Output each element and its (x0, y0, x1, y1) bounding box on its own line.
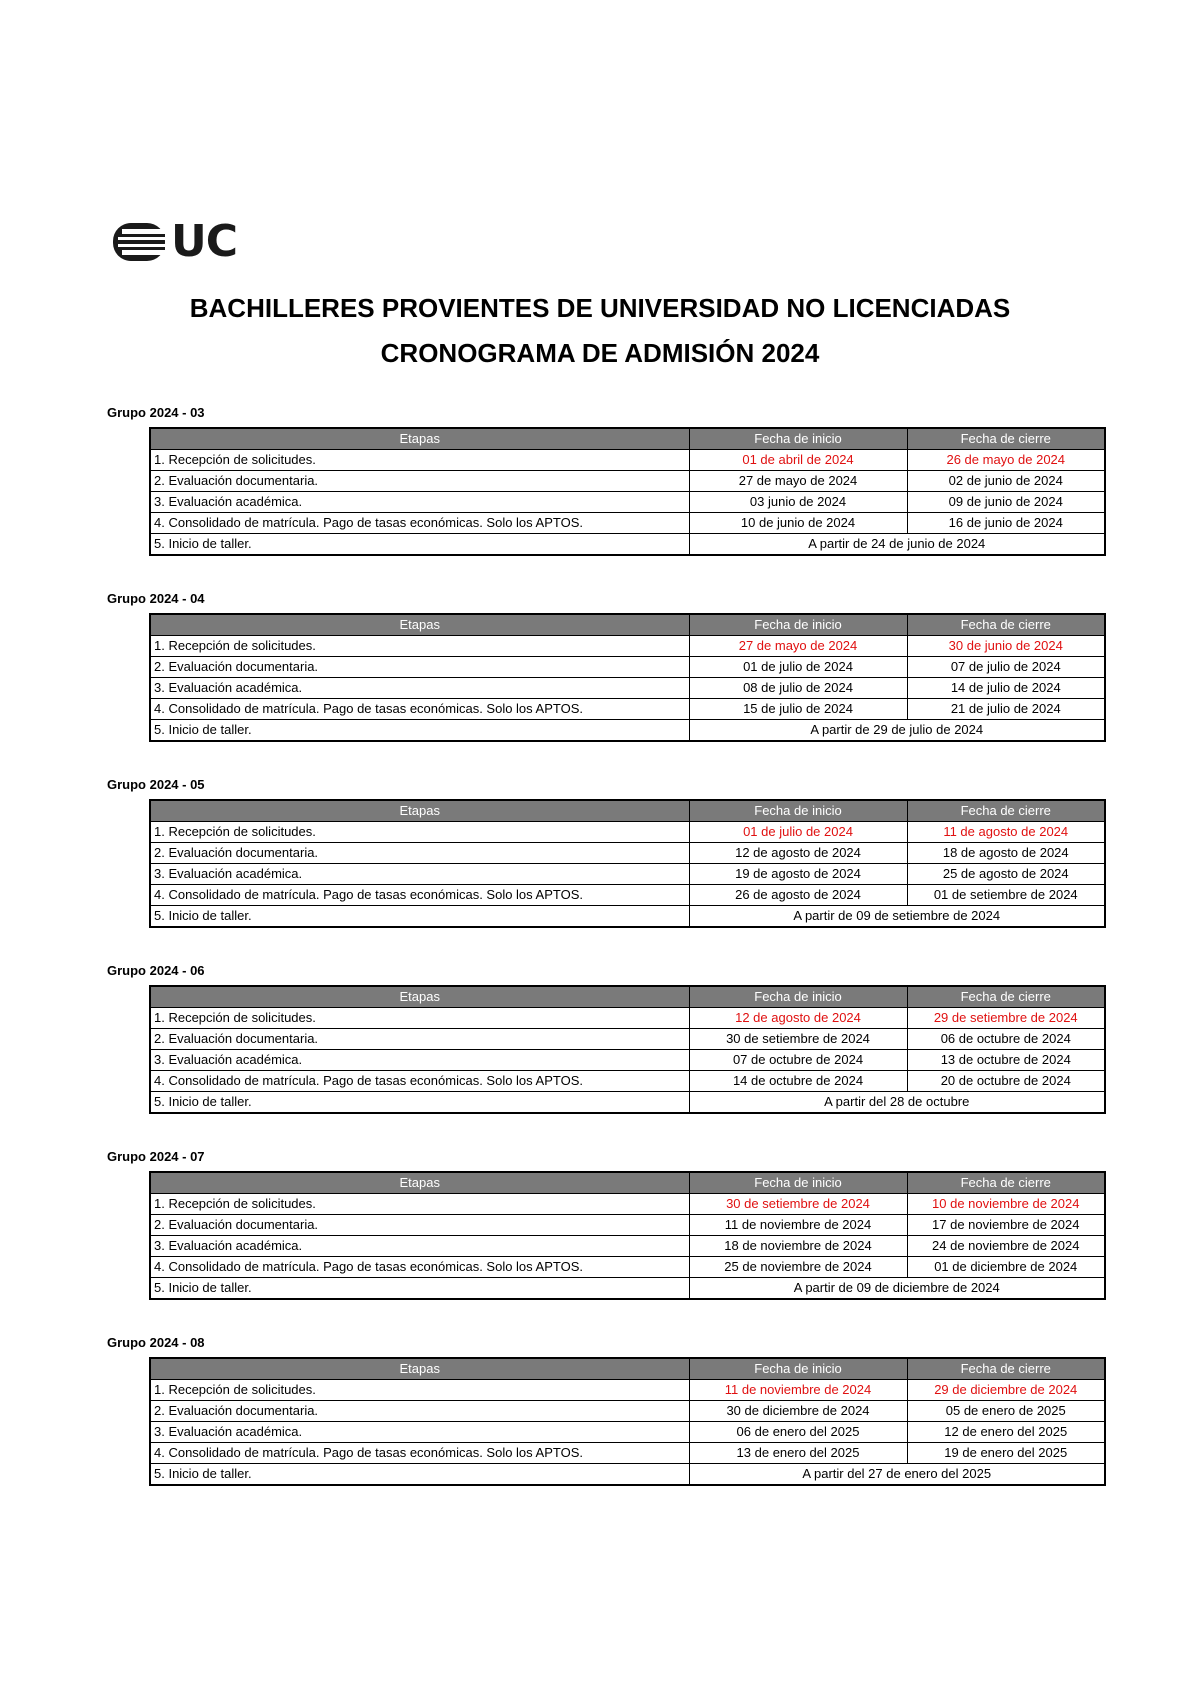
fecha-cierre-cell: 25 de agosto de 2024 (907, 864, 1105, 885)
table-row (150, 885, 1105, 906)
fecha-cierre-cell: 29 de diciembre de 2024 (907, 1380, 1105, 1401)
table-row (150, 1008, 1105, 1029)
table-row (150, 1029, 1105, 1050)
fecha-cierre-cell: 18 de agosto de 2024 (907, 843, 1105, 864)
etapa-cell: 2. Evaluación documentaria. (150, 657, 689, 678)
fecha-inicio-cell: 12 de agosto de 2024 (689, 1008, 907, 1029)
table-row (150, 1236, 1105, 1257)
page-title: BACHILLERES PROVIENTES DE UNIVERSIDAD NO LICENCIADAS (189, 293, 1011, 323)
header-etapas: Etapas (150, 986, 689, 1008)
fecha-inicio-cell: 11 de noviembre de 2024 (689, 1215, 907, 1236)
etapa-cell: 1. Recepción de solicitudes. (150, 1380, 689, 1401)
table-header-row (150, 428, 1105, 450)
etapa-cell: 5. Inicio de taller. (150, 1464, 689, 1486)
inicio-taller-cell: A partir de 09 de setiembre de 2024 (689, 906, 1105, 928)
fecha-inicio-cell: 27 de mayo de 2024 (689, 471, 907, 492)
table-header-row (150, 1358, 1105, 1380)
fecha-inicio-cell: 18 de noviembre de 2024 (689, 1236, 907, 1257)
fecha-inicio-cell: 19 de agosto de 2024 (689, 864, 907, 885)
fecha-inicio-cell: 01 de julio de 2024 (689, 657, 907, 678)
fecha-cierre-cell: 01 de setiembre de 2024 (907, 885, 1105, 906)
uc-stripes-logo-icon (113, 223, 165, 261)
fecha-cierre-cell: 21 de julio de 2024 (907, 699, 1105, 720)
fecha-cierre-cell: 07 de julio de 2024 (907, 657, 1105, 678)
group-section (107, 1148, 1103, 1300)
inicio-taller-cell: A partir de 09 de diciembre de 2024 (689, 1278, 1105, 1300)
inicio-taller-cell: A partir del 27 de enero del 2025 (689, 1464, 1105, 1486)
header-fecha-inicio: Fecha de inicio (689, 986, 907, 1008)
header-fecha-cierre: Fecha de cierre (907, 614, 1105, 636)
fecha-inicio-cell: 03 junio de 2024 (689, 492, 907, 513)
header-fecha-inicio: Fecha de inicio (689, 614, 907, 636)
fecha-cierre-cell: 24 de noviembre de 2024 (907, 1236, 1105, 1257)
etapa-cell: 5. Inicio de taller. (150, 1278, 689, 1300)
etapa-cell: 4. Consolidado de matrícula. Pago de tasas económicas. Solo los APTOS. (150, 885, 689, 906)
table-row (150, 678, 1105, 699)
table-row (150, 1092, 1105, 1114)
table-row (150, 906, 1105, 928)
table-header-row (150, 1172, 1105, 1194)
group-label: Grupo 2024 - 08 (107, 1335, 205, 1350)
group-section (107, 962, 1103, 1114)
inicio-taller-cell: A partir de 24 de junio de 2024 (689, 534, 1105, 556)
fecha-cierre-cell: 19 de enero del 2025 (907, 1443, 1105, 1464)
fecha-cierre-cell: 09 de junio de 2024 (907, 492, 1105, 513)
table-row (150, 1401, 1105, 1422)
schedule-table (149, 985, 1106, 1114)
schedule-table (149, 1357, 1106, 1486)
fecha-cierre-cell: 01 de diciembre de 2024 (907, 1257, 1105, 1278)
etapa-cell: 4. Consolidado de matrícula. Pago de tasas económicas. Solo los APTOS. (150, 513, 689, 534)
group-label: Grupo 2024 - 03 (107, 405, 205, 420)
header-fecha-cierre: Fecha de cierre (907, 1172, 1105, 1194)
header-fecha-inicio: Fecha de inicio (689, 1172, 907, 1194)
schedule-table (149, 799, 1106, 928)
etapa-cell: 4. Consolidado de matrícula. Pago de tasas económicas. Solo los APTOS. (150, 1071, 689, 1092)
header-etapas: Etapas (150, 1358, 689, 1380)
header-etapas: Etapas (150, 614, 689, 636)
table-row (150, 450, 1105, 471)
table-row (150, 492, 1105, 513)
table-row (150, 1071, 1105, 1092)
table-row (150, 471, 1105, 492)
table-row (150, 534, 1105, 556)
table-row (150, 699, 1105, 720)
etapa-cell: 4. Consolidado de matrícula. Pago de tasas económicas. Solo los APTOS. (150, 699, 689, 720)
fecha-cierre-cell: 12 de enero del 2025 (907, 1422, 1105, 1443)
fecha-cierre-cell: 02 de junio de 2024 (907, 471, 1105, 492)
etapa-cell: 3. Evaluación académica. (150, 1236, 689, 1257)
table-row (150, 843, 1105, 864)
fecha-cierre-cell: 29 de setiembre de 2024 (907, 1008, 1105, 1029)
etapa-cell: 4. Consolidado de matrícula. Pago de tasas económicas. Solo los APTOS. (150, 1257, 689, 1278)
fecha-inicio-cell: 30 de setiembre de 2024 (689, 1194, 907, 1215)
group-label: Grupo 2024 - 06 (107, 963, 205, 978)
logo-text: UC (171, 216, 238, 267)
group-section (107, 776, 1103, 928)
group-label: Grupo 2024 - 05 (107, 777, 205, 792)
etapa-cell: 1. Recepción de solicitudes. (150, 822, 689, 843)
table-row (150, 636, 1105, 657)
inicio-taller-cell: A partir de 29 de julio de 2024 (689, 720, 1105, 742)
header-etapas: Etapas (150, 800, 689, 822)
header-fecha-inicio: Fecha de inicio (689, 800, 907, 822)
etapa-cell: 3. Evaluación académica. (150, 492, 689, 513)
fecha-inicio-cell: 08 de julio de 2024 (689, 678, 907, 699)
uc-logo (113, 216, 238, 267)
header-fecha-cierre: Fecha de cierre (907, 1358, 1105, 1380)
etapa-cell: 1. Recepción de solicitudes. (150, 1008, 689, 1029)
table-header-row (150, 986, 1105, 1008)
table-header-row (150, 800, 1105, 822)
etapa-cell: 1. Recepción de solicitudes. (150, 1194, 689, 1215)
fecha-inicio-cell: 01 de julio de 2024 (689, 822, 907, 843)
fecha-cierre-cell: 06 de octubre de 2024 (907, 1029, 1105, 1050)
table-row (150, 1443, 1105, 1464)
etapa-cell: 5. Inicio de taller. (150, 1092, 689, 1114)
etapa-cell: 3. Evaluación académica. (150, 678, 689, 699)
table-row (150, 1464, 1105, 1486)
etapa-cell: 4. Consolidado de matrícula. Pago de tasas económicas. Solo los APTOS. (150, 1443, 689, 1464)
group-label: Grupo 2024 - 04 (107, 591, 205, 606)
etapa-cell: 2. Evaluación documentaria. (150, 471, 689, 492)
header-fecha-cierre: Fecha de cierre (907, 986, 1105, 1008)
page-subtitle: CRONOGRAMA DE ADMISIÓN 2024 (380, 338, 820, 368)
table-row (150, 657, 1105, 678)
fecha-cierre-cell: 26 de mayo de 2024 (907, 450, 1105, 471)
table-row (150, 1278, 1105, 1300)
fecha-inicio-cell: 14 de octubre de 2024 (689, 1071, 907, 1092)
etapa-cell: 5. Inicio de taller. (150, 534, 689, 556)
fecha-inicio-cell: 30 de diciembre de 2024 (689, 1401, 907, 1422)
table-row (150, 1215, 1105, 1236)
fecha-cierre-cell: 16 de junio de 2024 (907, 513, 1105, 534)
fecha-cierre-cell: 05 de enero de 2025 (907, 1401, 1105, 1422)
etapa-cell: 2. Evaluación documentaria. (150, 1215, 689, 1236)
fecha-cierre-cell: 14 de julio de 2024 (907, 678, 1105, 699)
etapa-cell: 1. Recepción de solicitudes. (150, 450, 689, 471)
fecha-inicio-cell: 13 de enero del 2025 (689, 1443, 907, 1464)
header-fecha-cierre: Fecha de cierre (907, 428, 1105, 450)
table-row (150, 822, 1105, 843)
fecha-inicio-cell: 01 de abril de 2024 (689, 450, 907, 471)
etapa-cell: 5. Inicio de taller. (150, 906, 689, 928)
group-section (107, 1334, 1103, 1486)
group-section (107, 404, 1103, 556)
group-label: Grupo 2024 - 07 (107, 1149, 205, 1164)
table-row (150, 1194, 1105, 1215)
fecha-cierre-cell: 30 de junio de 2024 (907, 636, 1105, 657)
etapa-cell: 1. Recepción de solicitudes. (150, 636, 689, 657)
fecha-cierre-cell: 10 de noviembre de 2024 (907, 1194, 1105, 1215)
table-row (150, 1422, 1105, 1443)
fecha-inicio-cell: 15 de julio de 2024 (689, 699, 907, 720)
table-row (150, 1257, 1105, 1278)
header-fecha-inicio: Fecha de inicio (689, 1358, 907, 1380)
header-etapas: Etapas (150, 1172, 689, 1194)
etapa-cell: 2. Evaluación documentaria. (150, 1401, 689, 1422)
fecha-inicio-cell: 25 de noviembre de 2024 (689, 1257, 907, 1278)
fecha-inicio-cell: 30 de setiembre de 2024 (689, 1029, 907, 1050)
table-row (150, 1380, 1105, 1401)
fecha-inicio-cell: 26 de agosto de 2024 (689, 885, 907, 906)
group-section (107, 590, 1103, 742)
table-header-row (150, 614, 1105, 636)
schedule-table (149, 613, 1106, 742)
table-row (150, 864, 1105, 885)
inicio-taller-cell: A partir del 28 de octubre (689, 1092, 1105, 1114)
etapa-cell: 2. Evaluación documentaria. (150, 843, 689, 864)
fecha-inicio-cell: 10 de junio de 2024 (689, 513, 907, 534)
etapa-cell: 2. Evaluación documentaria. (150, 1029, 689, 1050)
table-row (150, 513, 1105, 534)
etapa-cell: 3. Evaluación académica. (150, 864, 689, 885)
fecha-inicio-cell: 27 de mayo de 2024 (689, 636, 907, 657)
fecha-cierre-cell: 11 de agosto de 2024 (907, 822, 1105, 843)
table-row (150, 1050, 1105, 1071)
fecha-cierre-cell: 17 de noviembre de 2024 (907, 1215, 1105, 1236)
schedule-table (149, 1171, 1106, 1300)
schedule-table (149, 427, 1106, 556)
header-etapas: Etapas (150, 428, 689, 450)
fecha-inicio-cell: 11 de noviembre de 2024 (689, 1380, 907, 1401)
fecha-cierre-cell: 20 de octubre de 2024 (907, 1071, 1105, 1092)
etapa-cell: 5. Inicio de taller. (150, 720, 689, 742)
header-fecha-inicio: Fecha de inicio (689, 428, 907, 450)
header-fecha-cierre: Fecha de cierre (907, 800, 1105, 822)
fecha-inicio-cell: 12 de agosto de 2024 (689, 843, 907, 864)
table-row (150, 720, 1105, 742)
fecha-inicio-cell: 07 de octubre de 2024 (689, 1050, 907, 1071)
fecha-inicio-cell: 06 de enero del 2025 (689, 1422, 907, 1443)
etapa-cell: 3. Evaluación académica. (150, 1422, 689, 1443)
fecha-cierre-cell: 13 de octubre de 2024 (907, 1050, 1105, 1071)
etapa-cell: 3. Evaluación académica. (150, 1050, 689, 1071)
